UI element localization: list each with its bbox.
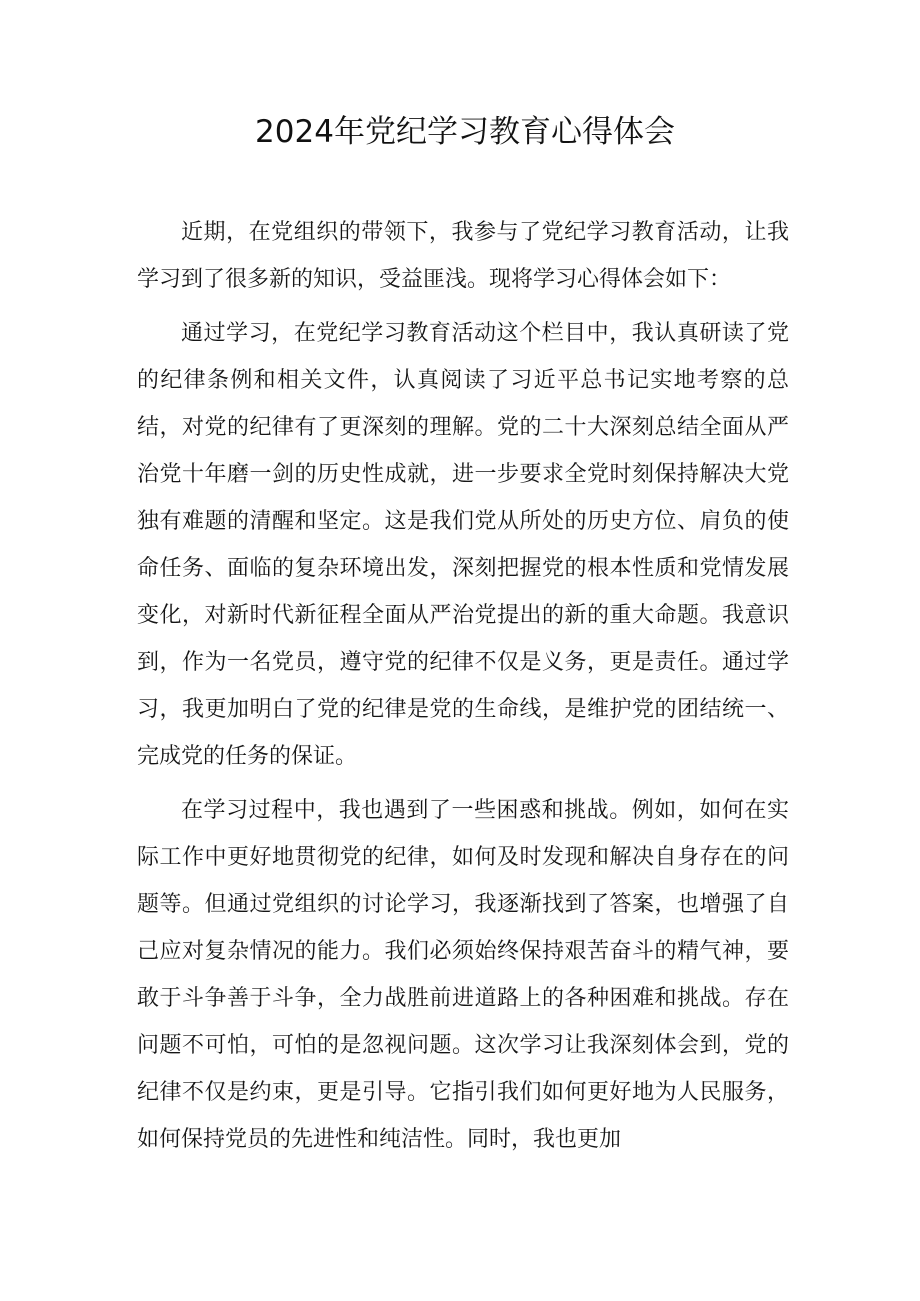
paragraph-study: 通过学习，在党纪学习教育活动这个栏目中，我认真研读了党的纪律条例和相关文件，认真阅读了习近平总书记实地考察的总结，对党的纪律有了更深刻的理解。党的二十大深刻总结全面从严治党十年磨一剑的历史性成就，进一步要求全党时刻保持解决大党独有难题的清醒和坚定。这是我们党从所处的历史方位、肩负的使命任务、面临的复杂环境出发，深刻把握党的根本性质和党情发展变化，对新时代新征程全面从严治党提出的新的重大命题。我意识到，作为一名党员，遵守党的纪律不仅是义务，更是责任。通过学习，我更加明白了党的纪律是党的生命线，是维护党的团结统一、完成党的任务的保证。 [137,321,789,769]
document-body [137,209,789,1163]
document-title: 2024年党纪学习教育心得体会 [255,114,675,150]
paragraph-intro: 近期，在党组织的带领下，我参与了党纪学习教育活动，让我学习到了很多新的知识，受益匪浅。现将学习心得体会如下： [137,220,789,292]
paragraph-challenges: 在学习过程中，我也遇到了一些困惑和挑战。例如，如何在实际工作中更好地贯彻党的纪律，如何及时发现和解决自身存在的问题等。但通过党组织的讨论学习，我逐渐找到了答案，也增强了自己应对复杂情况的能力。我们必须始终保持艰苦奋斗的精气神，要敢于斗争善于斗争，全力战胜前进道路上的各种困难和挑战。存在问题不可怕，可怕的是忽视问题。这次学习让我深刻体会到，党的纪律不仅是约束，更是引导。它指引我们如何更好地为人民服务，如何保持党员的先进性和纯洁性。同时，我也更加 [137,798,789,1152]
